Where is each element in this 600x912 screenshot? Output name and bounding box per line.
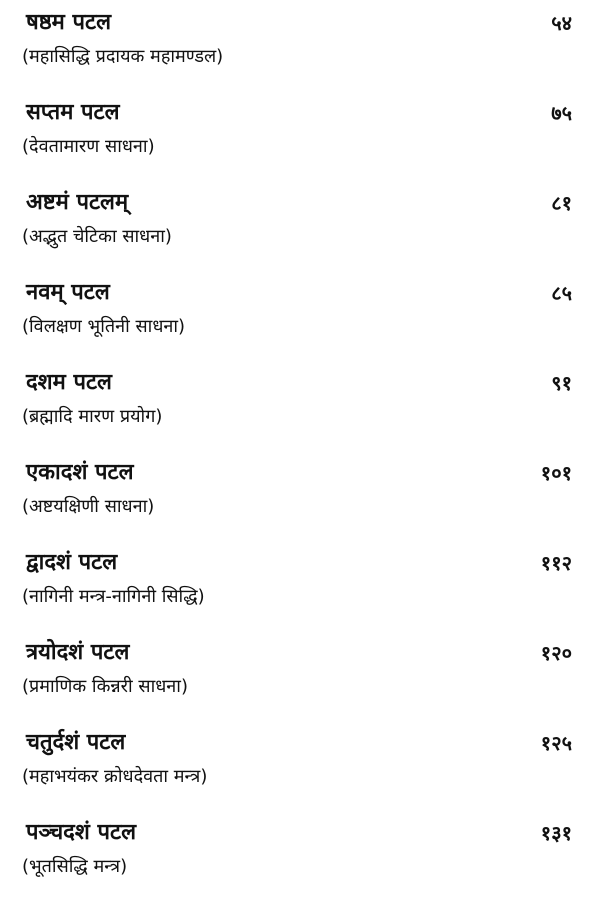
chapter-subtitle: (प्रमाणिक किन्नरी साधना) xyxy=(22,676,188,697)
chapter-subtitle: (अद्भुत चेटिका साधना) xyxy=(22,226,172,247)
page-number: १०१ xyxy=(540,461,572,485)
page-number: १२५ xyxy=(540,731,572,755)
toc-entry-12 xyxy=(0,548,600,638)
toc-entry-13 xyxy=(0,638,600,728)
chapter-subtitle: (ब्रह्मादि मारण प्रयोग) xyxy=(22,406,163,427)
page-number: १२० xyxy=(540,641,572,665)
chapter-subtitle: (अष्टयक्षिणी साधना) xyxy=(22,496,155,517)
chapter-title: एकादशं पटल xyxy=(26,460,134,485)
page-number: ११२ xyxy=(540,551,572,575)
page-number: ९१ xyxy=(551,371,572,395)
chapter-subtitle: (विलक्षण भूतिनी साधना) xyxy=(22,316,186,337)
toc-entry-11 xyxy=(0,458,600,548)
chapter-title: षष्ठम पटल xyxy=(26,10,111,35)
page-number: १३१ xyxy=(540,821,572,845)
chapter-title: नवम् पटल xyxy=(26,280,110,305)
chapter-subtitle: (भूतसिद्धि मन्त्र) xyxy=(22,856,128,877)
chapter-title: चतुर्दशं पटल xyxy=(26,730,126,755)
chapter-title: पञ्चदशं पटल xyxy=(26,820,136,845)
toc-entry-9 xyxy=(0,278,600,368)
toc-entry-6 xyxy=(0,8,600,98)
page-number: ८५ xyxy=(551,281,572,305)
chapter-title: अष्टमं पटलम् xyxy=(26,190,129,215)
page-number: ८१ xyxy=(551,191,572,215)
toc-entry-10 xyxy=(0,368,600,458)
page-number: ५४ xyxy=(551,11,572,35)
chapter-title: द्वादशं पटल xyxy=(26,550,118,575)
chapter-subtitle: (नागिनी मन्त्र-नागिनी सिद्धि) xyxy=(22,586,205,607)
page-number: ७५ xyxy=(551,101,572,125)
chapter-title: त्रयोदशं पटल xyxy=(26,640,130,665)
chapter-subtitle: (महाभयंकर क्रोधदेवता मन्त्र) xyxy=(22,766,208,787)
toc-entry-7 xyxy=(0,98,600,188)
toc-entry-15 xyxy=(0,818,600,908)
chapter-title: दशम पटल xyxy=(26,370,112,395)
chapter-subtitle: (महासिद्धि प्रदायक महामण्डल) xyxy=(22,46,224,67)
toc-entry-8 xyxy=(0,188,600,278)
chapter-title: सप्तम पटल xyxy=(26,100,120,125)
chapter-subtitle: (देवतामारण साधना) xyxy=(22,136,155,157)
toc-entry-14 xyxy=(0,728,600,818)
